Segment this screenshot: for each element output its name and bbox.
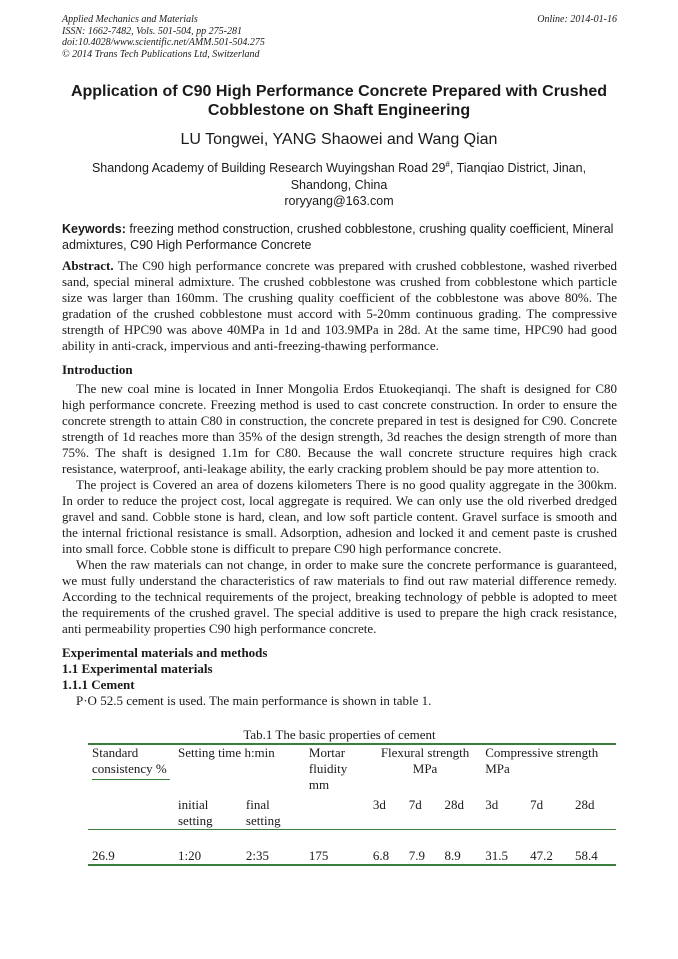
sub-flex-28d: 28d	[444, 797, 465, 812]
sub-flex-3d: 3d	[372, 797, 386, 812]
copyright-line: © 2014 Trans Tech Publications Ltd, Switzerland	[62, 48, 260, 60]
intro-paragraph-3: When the raw materials can not change, in order to make sure the concrete performance is guaranteed, we must fully understand the characteristics of raw materials to find out raw material difference remedy. According to the technical requirements of the project, breaking technology of pebble is adopted to meet the requirements of the crushed gravel. The special additive is used to prepare the high crack resistance, anti permeability properties C90 high performance concrete.	[62, 557, 617, 636]
table-caption: Tab.1 The basic properties of cement	[243, 727, 436, 742]
abstract	[62, 258, 617, 354]
methods-heading: Experimental materials and methods	[62, 645, 268, 660]
cell-comp-28d: 58.4	[575, 848, 598, 863]
cell-comp-7d: 47.2	[530, 848, 553, 863]
header-flexural: Flexural strength MPa	[380, 745, 470, 776]
sub-comp-7d: 7d	[530, 797, 544, 812]
email: roryyang@163.com	[284, 194, 394, 208]
abstract-text: The C90 high performance concrete was prepared with crushed cobblestone, washed riverbed sand, special mineral admixture. The crushed cobblestone was crushed from cobblestone which particle size was larger than 160mm. The crushing quality coefficient of the cobblestone was above 80%. The gradation of the crushed cobblestone must accord with 5-20mm continuous grading. The compressive strength of HPC90 was above 40MPa in 1d and 103.9MPa in 28d. At the same time, HPC90 had good ability in anti-crack, impervious and anti-freezing-thawing performance.	[62, 258, 617, 353]
cell-comp-3d: 31.5	[485, 848, 508, 863]
keywords	[62, 222, 617, 253]
affiliation-post: , Tianqiao District, Jinan, Shandong, China	[290, 161, 587, 192]
intro-paragraph-1: The new coal mine is located in Inner Mongolia Erdos Etuokeqianqi. The shaft is designed for C80 high performance concrete. Freezing method is used to cast concrete construction. In order to ensure the concrete strength to attain C80 in construction, the concrete prepared in test is designed for C90. Concrete strength of 1d reaches more than 35% of the design strength, 3d reaches the design strength of more than 75%. The shaft is designed 1.1m for C80. Because the wall concrete structure requires high crack resistance, waterproof, anti-leakage ability, the early cracking problem should be pay more attention to.	[62, 381, 617, 476]
online-date: Online: 2014-01-16	[537, 14, 617, 25]
header-compressive: Compressive strength MPa	[485, 745, 599, 776]
sub-initial: initial setting	[178, 797, 213, 828]
cell-flex-3d: 6.8	[372, 848, 390, 863]
journal-name: Applied Mechanics and Materials	[62, 14, 198, 25]
cell-flex-7d: 7.9	[408, 848, 425, 863]
cell-initial: 1:20	[178, 848, 202, 863]
issn-line: ISSN: 1662-7482, Vols. 501-504, pp 275-281	[62, 25, 242, 37]
paper-body	[62, 258, 617, 866]
keywords-text: freezing method construction, crushed cobblestone, crushing quality coefficient, Mineral admixtures, C90 High Performance Concrete	[62, 222, 614, 252]
cement-paragraph: P·O 52.5 cement is used. The main performance is shown in table 1.	[76, 693, 432, 708]
intro-paragraph-2: The project is Covered an area of dozens kilometers There is no good quality aggregate in the 300km. In order to reduce the project cost, local aggregate is required. We can only use the old riverbed dredged gravel and sand. Cobble stone is hard, clean, and low soft particle content. Gravel surface is smooth and the internal frictional resistance is small. Adsorption, adhesion and locked it and cement paste is crushed into small force. Cobble stone is difficult to prepare C90 high performance concrete.	[62, 477, 617, 556]
keywords-label: Keywords:	[62, 222, 126, 236]
authors: LU Tongwei, YANG Shaowei and Wang Qian	[180, 131, 498, 148]
sub-final: final setting	[245, 797, 281, 828]
table-header-row	[88, 744, 616, 793]
table-subheader-row	[88, 793, 616, 830]
cell-consistency: 26.9	[92, 848, 115, 863]
cement-subheading: 1.1.1 Cement	[62, 677, 135, 692]
sub-comp-28d: 28d	[575, 797, 595, 812]
header-mortar: Mortar fluidity mm	[308, 745, 348, 792]
paper-title: Application of C90 High Performance Concrete Prepared with Crushed Cobblestone on Shaft Engineering	[70, 83, 608, 119]
materials-subheading: 1.1 Experimental materials	[62, 661, 213, 676]
intro-heading: Introduction	[62, 362, 133, 377]
cement-properties-table	[88, 743, 616, 866]
sub-comp-3d: 3d	[485, 797, 499, 812]
header-setting: Setting time h:min	[178, 745, 275, 760]
doi-line: doi:10.4028/www.scientific.net/AMM.501-504.275	[62, 37, 265, 48]
affiliation	[80, 157, 598, 193]
abstract-label: Abstract.	[62, 258, 114, 273]
affiliation-sup: #	[445, 160, 450, 169]
cell-mortar: 175	[308, 848, 329, 863]
sub-flex-7d: 7d	[408, 797, 422, 812]
affiliation-pre: Shandong Academy of Building Research Wuyingshan Road 29	[91, 161, 446, 176]
cell-flex-28d: 8.9	[444, 848, 461, 863]
table-row	[88, 830, 616, 866]
cell-final: 2:35	[245, 848, 270, 863]
header-consistency: Standard consistency %	[92, 745, 170, 780]
journal-header	[62, 14, 617, 60]
